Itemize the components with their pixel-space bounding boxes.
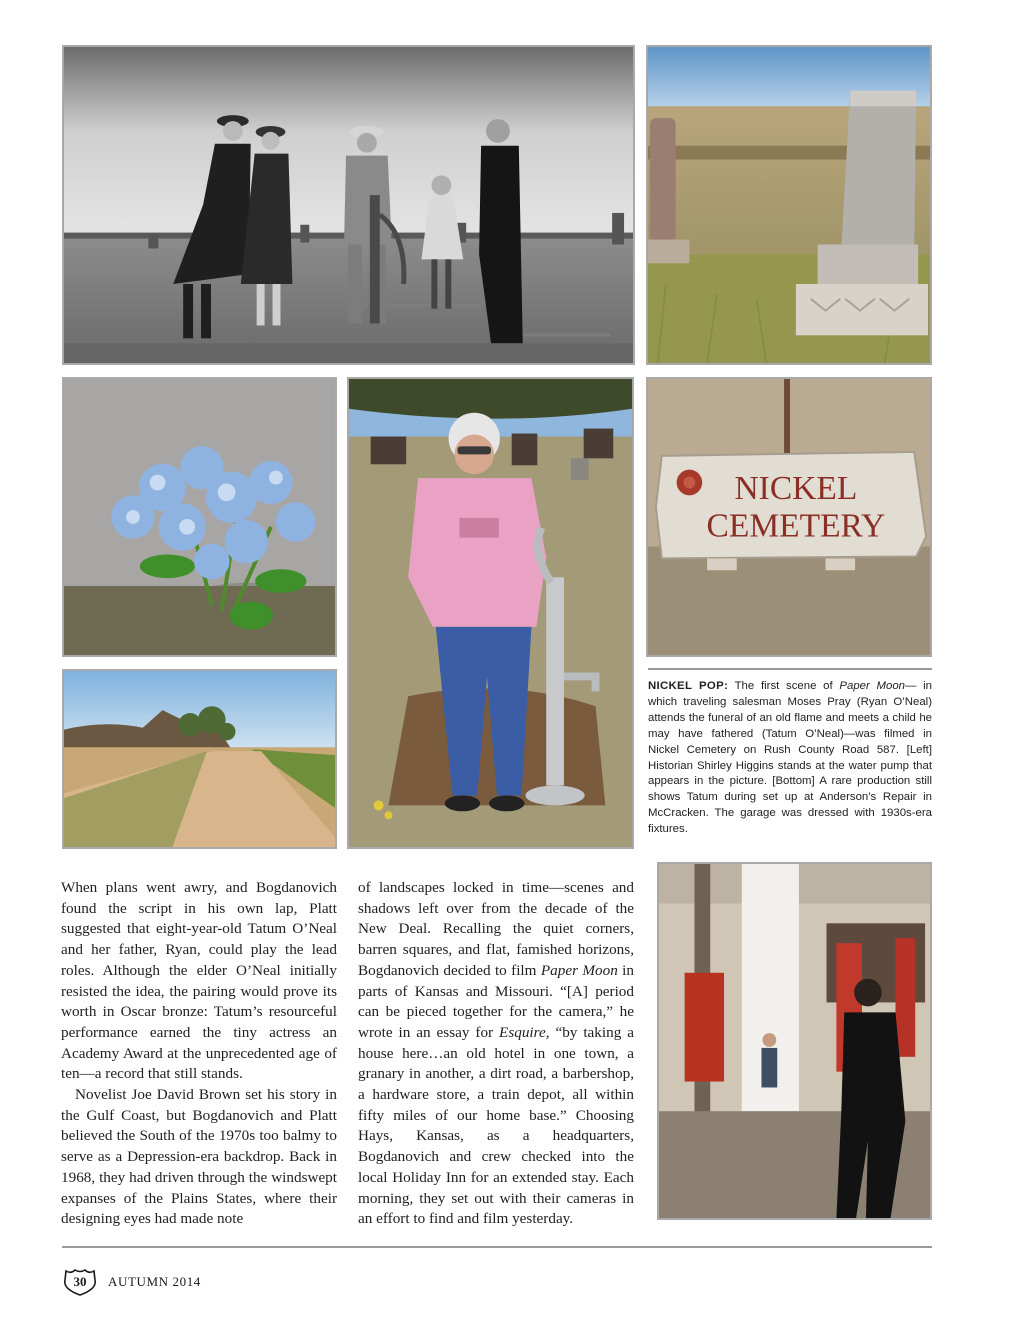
funeral-still-photo <box>62 45 635 365</box>
route-shield-icon <box>62 1267 98 1297</box>
garage-photo <box>657 862 932 1220</box>
magazine-title: Esquire <box>499 1023 546 1041</box>
film-title: Paper Moon <box>540 961 618 979</box>
caption-text: — in which traveling salesman Moses Pray (Ryan O’Neal) attends the funeral of an old flame and meets a child he may have fathered (Tatum O’Neal)—was filmed in Nickel Cemetery on Rush County Road 587. [Left] Historian Shirley Higgins stands at the water pump that appears in the picture. [Bottom] A rare production still shows Tatum during set up at Anderson’s Repair in McCracken. The garage was dressed with 1930s-era fixtures. <box>648 680 932 836</box>
svg-text:CEMETERY: CEMETERY <box>706 507 886 545</box>
dirt-road-photo <box>62 669 337 849</box>
footer-rule <box>62 1246 932 1248</box>
historian-photo <box>347 377 634 849</box>
cemetery-sign-photo <box>646 377 932 657</box>
headstone-photo <box>646 45 932 365</box>
article-column-2 <box>358 878 634 1230</box>
caption-kicker: NICKEL POP: <box>648 680 729 692</box>
caption-film-title: Paper Moon <box>839 680 906 692</box>
article-paragraph: of landscapes locked in time—scenes and shadows left over from the decade of the New Deal. Recalling the quiet corners, barren squares, and flat, famished horizons, Bogdanovich decided to film Paper Moon in parts of Kansas and Missouri. “[A] period can be pieced together for the camera,” he wrote in an essay for Esquire, “by taking a house here…an old hotel in one town, a granary in another, a dirt road, a barbershop, a hardware store, a train depot, all within fifty miles of our home base.” Choosing Hays, Kansas, as a headquarters, Bogdanovich and crew checked into the local Holiday Inn for an extended stay. Each morning, they set out with their cameras in an effort to find and film yesterday. <box>358 879 634 1228</box>
caption-text: The first scene of <box>728 680 840 692</box>
article-column-1 <box>61 878 337 1230</box>
article-paragraph: Novelist Joe David Brown set his story in the Gulf Coast, but Bogdanovich and Platt believed the South of the 1970s too balmy to serve as a Depression-era backdrop. Back in 1968, they had driven through the windswept expanses of the Plains States, where their designing eyes had made note <box>61 1086 337 1228</box>
issue-label: AUTUMN 2014 <box>108 1274 201 1289</box>
page-number: 30 <box>73 1274 87 1289</box>
article-paragraph: When plans went awry, and Bogdanovich found the script in his own lap, Platt suggested that eight-year-old Tatum O’Neal and her father, Ryan, could play the lead roles. Although the elder O’Neal initially resisted the idea, the pairing would prove its worth in Oscar bronze: Tatum’s resourceful performance earned the tiny actress an Academy Award at the unprecedented age of ten—a record that still stands. <box>61 879 337 1083</box>
page-folio <box>62 1266 201 1298</box>
svg-text:NICKEL: NICKEL <box>734 470 858 508</box>
flowers-photo <box>62 377 337 657</box>
photo-caption <box>648 668 932 838</box>
